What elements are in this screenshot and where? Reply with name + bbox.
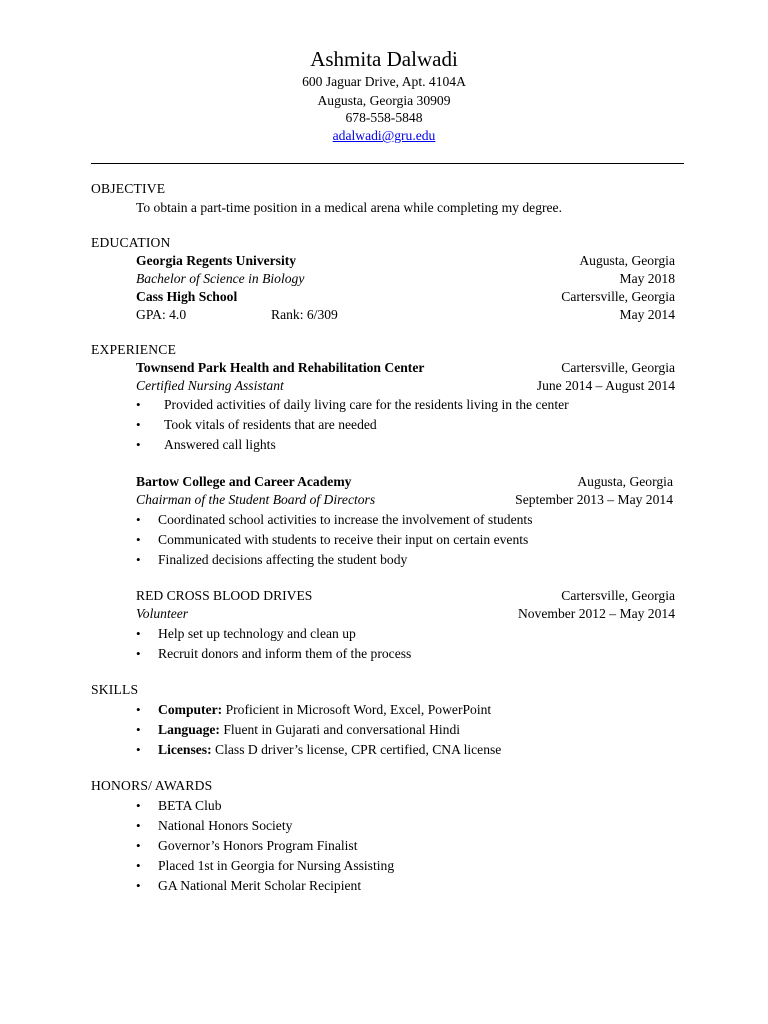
skill-label: Computer: [158, 702, 223, 717]
objective-text: To obtain a part-time position in a medical arena while completing my degree. [136, 200, 562, 215]
section-heading-education: EDUCATION [91, 235, 171, 250]
list-item: Help set up technology and clean up [158, 626, 356, 641]
list-item: Answered call lights [164, 437, 276, 452]
class-rank: Rank: 6/309 [271, 307, 338, 322]
skill-text: Class D driver’s license, CPR certified, CNA license [215, 742, 502, 757]
school-location: Cartersville, Georgia [561, 289, 675, 304]
bullet-icon: • [136, 798, 141, 813]
list-item: Governor’s Honors Program Finalist [158, 838, 358, 853]
section-heading-honors: HONORS/ AWARDS [91, 778, 213, 793]
bullet-icon: • [136, 512, 141, 527]
job-title: Volunteer [136, 606, 189, 621]
gpa: GPA: 4.0 [136, 307, 187, 322]
list-item: Communicated with students to receive their input on certain events [158, 532, 529, 547]
school-name: Cass High School [136, 289, 238, 304]
header-divider [91, 163, 684, 164]
bullet-icon: • [136, 532, 141, 547]
list-item [158, 743, 501, 757]
address-line-1: 600 Jaguar Drive, Apt. 4104A [302, 74, 466, 89]
section-heading-skills: SKILLS [91, 682, 139, 697]
skill-label: Licenses: [158, 742, 212, 757]
resume-name: Ashmita Dalwadi [310, 47, 458, 71]
list-item: Provided activities of daily living care for the residents living in the center [164, 397, 569, 412]
list-item: Recruit donors and inform them of the process [158, 646, 412, 661]
bullet-icon: • [136, 858, 141, 873]
employer-name: RED CROSS BLOOD DRIVES [136, 588, 313, 603]
job-dates: September 2013 – May 2014 [515, 492, 673, 507]
email-wrapper [0, 129, 768, 143]
bullet-icon: • [136, 397, 141, 412]
bullet-icon: • [136, 818, 141, 833]
bullet-icon: • [136, 702, 141, 717]
list-item: Coordinated school activities to increase the involvement of students [158, 512, 533, 527]
bullet-icon: • [136, 417, 141, 432]
graduation-date: May 2014 [619, 307, 675, 322]
employer-location: Augusta, Georgia [577, 474, 673, 489]
bullet-icon: • [136, 437, 141, 452]
school-name: Georgia Regents University [136, 253, 297, 268]
employer-location: Cartersville, Georgia [561, 588, 675, 603]
bullet-icon: • [136, 552, 141, 567]
bullet-icon: • [136, 646, 141, 661]
address-line-2: Augusta, Georgia 30909 [317, 93, 451, 108]
skill-label: Language: [158, 722, 220, 737]
bullet-icon: • [136, 742, 141, 757]
degree-date: May 2018 [619, 271, 675, 286]
email-link[interactable]: adalwadi@gru.edu [332, 128, 436, 143]
list-item [158, 723, 460, 737]
job-title: Certified Nursing Assistant [136, 378, 284, 393]
job-title: Chairman of the Student Board of Directors [136, 492, 376, 507]
list-item: GA National Merit Scholar Recipient [158, 878, 362, 893]
school-location: Augusta, Georgia [579, 253, 675, 268]
bullet-icon: • [136, 722, 141, 737]
bullet-icon: • [136, 878, 141, 893]
phone-number: 678-558-5848 [345, 110, 423, 125]
employer-name: Bartow College and Career Academy [136, 474, 352, 489]
section-heading-experience: EXPERIENCE [91, 342, 177, 357]
section-heading-objective: OBJECTIVE [91, 181, 166, 196]
list-item: Placed 1st in Georgia for Nursing Assisting [158, 858, 395, 873]
list-item: Took vitals of residents that are needed [164, 417, 377, 432]
skill-text: Fluent in Gujarati and conversational Hindi [223, 722, 461, 737]
employer-name: Townsend Park Health and Rehabilitation Center [136, 360, 425, 375]
list-item: BETA Club [158, 798, 222, 813]
skill-text: Proficient in Microsoft Word, Excel, PowerPoint [225, 702, 492, 717]
degree-name: Bachelor of Science in Biology [136, 271, 305, 286]
bullet-icon: • [136, 838, 141, 853]
list-item: National Honors Society [158, 818, 293, 833]
bullet-icon: • [136, 626, 141, 641]
list-item: Finalized decisions affecting the student body [158, 552, 408, 567]
list-item [158, 703, 491, 717]
job-dates: November 2012 – May 2014 [517, 606, 675, 621]
job-dates: June 2014 – August 2014 [536, 378, 675, 393]
employer-location: Cartersville, Georgia [561, 360, 675, 375]
